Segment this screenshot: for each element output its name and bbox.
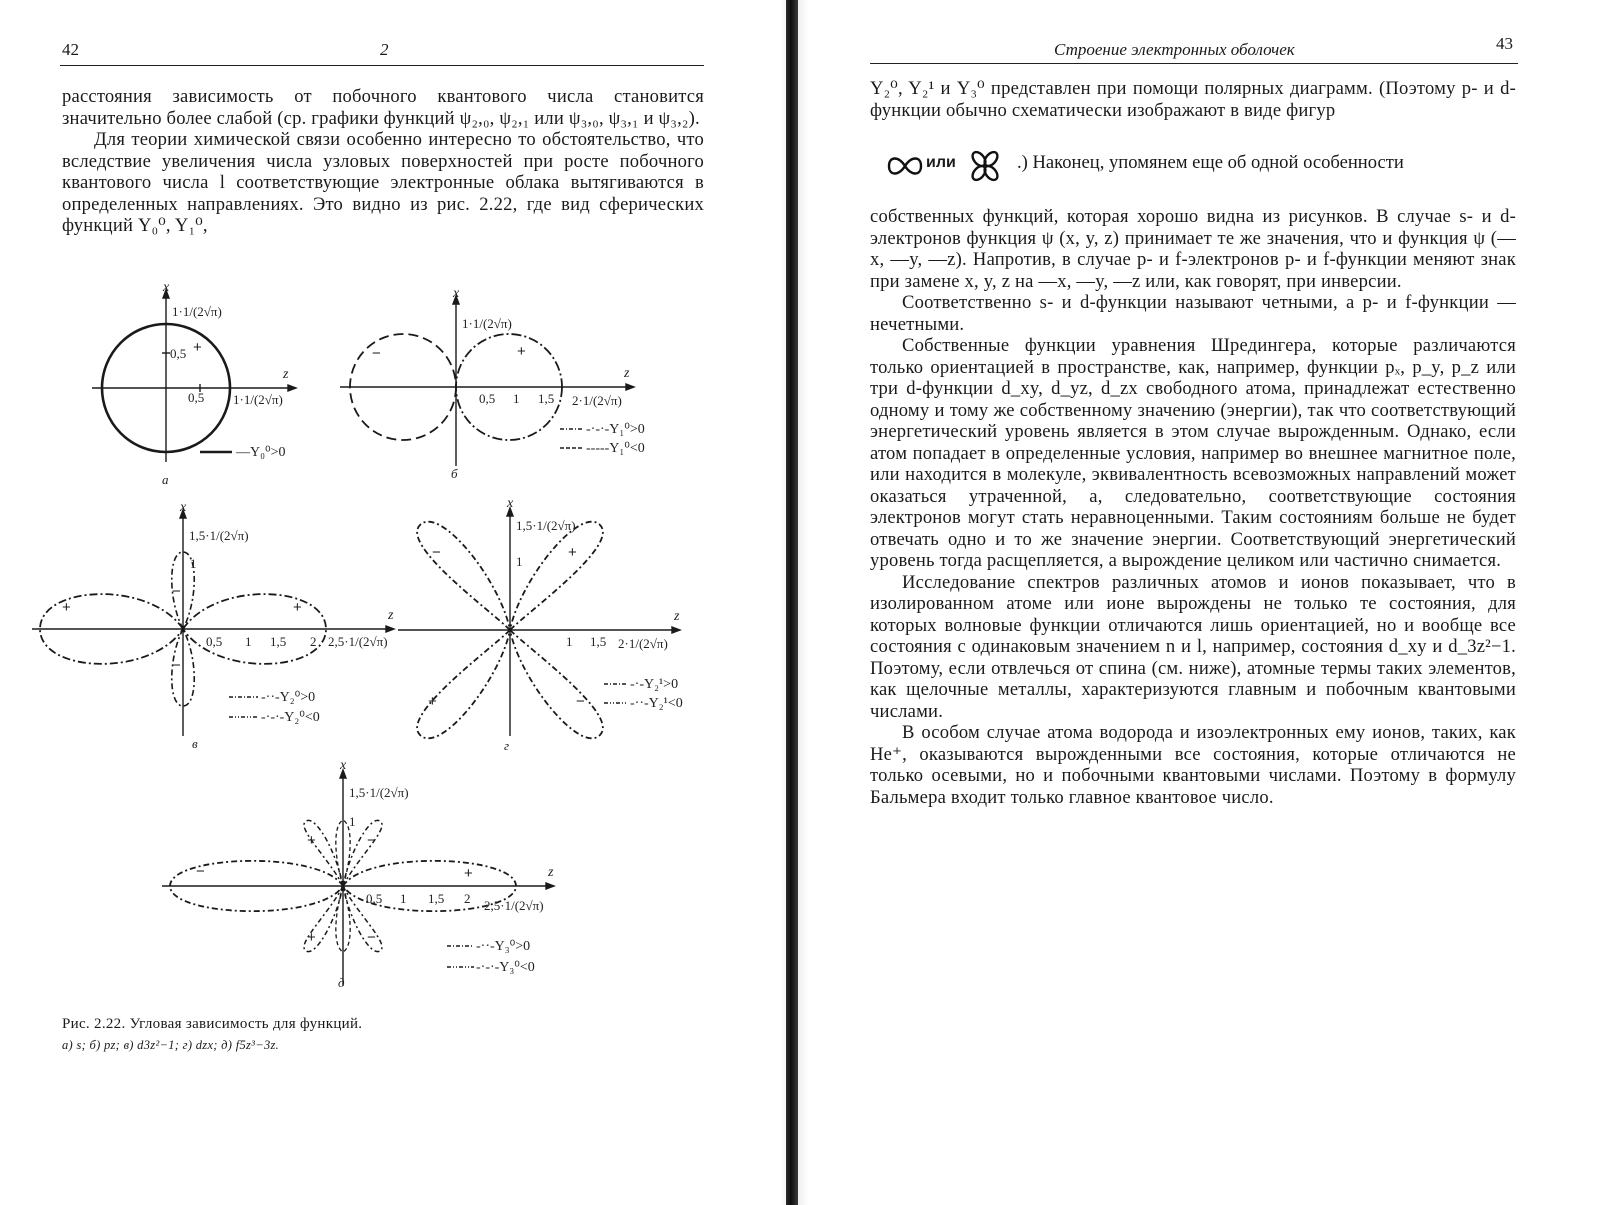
panel-v-minus-top: − bbox=[172, 583, 181, 600]
panel-a-z-label: z bbox=[283, 367, 289, 382]
book-gutter bbox=[786, 0, 798, 1205]
panel-d-z-tick-3: 1,5 bbox=[428, 891, 445, 906]
panel-v-legend-positive: -··-Y₂⁰>0 bbox=[261, 690, 316, 705]
panel-g-z-tick-1: 1 bbox=[566, 634, 573, 649]
left-paragraph-1: расстояния зависимость от побочного квантового числа становится значительно более слабой (ср. графики функций ψ₂,₀, ψ₂,₁ или ψ₃,₀, ψ₃,₁ и ψ₃,₂). bbox=[62, 86, 704, 129]
panel-b-legend-negative: -----Y₁⁰<0 bbox=[586, 441, 645, 456]
panel-d-legend-positive: -··-Y₃⁰>0 bbox=[476, 939, 531, 954]
figure-caption: Рис. 2.22. Угловая зависимость для функций. bbox=[62, 1016, 363, 1032]
panel-v-legend-negative: -·-·-Y₂⁰<0 bbox=[261, 710, 320, 725]
panel-b-z-tick-3: 1,5 bbox=[538, 391, 555, 406]
panel-v-x-label: x bbox=[180, 500, 187, 515]
panel-b-top-tick: 1·1/(2√π) bbox=[462, 316, 512, 331]
panel-g-z-tick-3: 2·1/(2√π) bbox=[618, 636, 668, 651]
panel-v-plus-left: + bbox=[62, 599, 71, 616]
panel-v-diagram bbox=[32, 510, 394, 736]
panel-g-plus-lower-left: + bbox=[428, 693, 437, 710]
panel-g-x-label: x bbox=[507, 496, 514, 511]
right-opening-text bbox=[870, 78, 1516, 121]
panel-a-z-half-tick: 0,5 bbox=[188, 390, 205, 405]
panel-g-lower-left-lobe bbox=[417, 630, 510, 738]
panel-g-minus-lower-right: − bbox=[576, 693, 585, 710]
panel-v-x-tick: 1 bbox=[190, 556, 197, 571]
left-page-number: 42 bbox=[62, 40, 79, 59]
panel-a-half-tick: 0,5 bbox=[170, 346, 187, 361]
panel-a-z-arrow bbox=[288, 385, 296, 391]
panel-v-plus-right: + bbox=[293, 599, 302, 616]
right-main-text bbox=[870, 206, 1516, 808]
panel-d-z-tick-5: 2,5·1/(2√π) bbox=[484, 898, 544, 913]
panel-v-z-tick-3: 1,5 bbox=[270, 634, 287, 649]
panel-g-label: г bbox=[504, 738, 510, 753]
right-header-rule bbox=[870, 63, 1518, 64]
panel-d-minus-upper-right: − bbox=[367, 832, 376, 849]
panel-v-minus-bottom: − bbox=[172, 657, 181, 674]
panel-d-x-label: x bbox=[340, 758, 347, 773]
panel-a-z-end-tick: 1·1/(2√π) bbox=[233, 392, 283, 407]
symbol-line-text: .) Наконец, упомянем еще об одной особенности bbox=[1017, 152, 1404, 173]
orbital-shapes-line bbox=[887, 148, 1517, 188]
panel-b-label: б bbox=[451, 466, 458, 481]
p-orbital-icon bbox=[889, 159, 921, 174]
panel-d-z-tick-2: 1 bbox=[400, 891, 407, 906]
panel-d-z-label: z bbox=[548, 865, 554, 880]
panel-d-minus-lower-right: − bbox=[367, 929, 376, 946]
panel-d-x-tick: 1 bbox=[349, 814, 356, 829]
panel-a-plus-sign: + bbox=[193, 339, 202, 356]
right-header-title: Строение электронных оболочек bbox=[1054, 40, 1295, 59]
right-opening-paragraph: Y₂⁰, Y₂¹ и Y₃⁰ представлен при помощи полярных диаграмм. (Поэтому p- и d-функции обычно схематически изображают в виде фигур bbox=[870, 78, 1516, 121]
panel-v-z-tick-4: 2 bbox=[310, 634, 317, 649]
panel-d-plus-right: + bbox=[464, 865, 473, 882]
panel-b-plus-sign: + bbox=[517, 343, 526, 360]
right-page-number: 43 bbox=[1496, 34, 1513, 53]
right-paragraph-1: собственных функций, которая хорошо видна из рисунков. В случае s- и d-электронов функция ψ (x, y, z) принимает те же значения, что и функция ψ (—x, —y, —z). Напротив, в случае p- и f-электронов p- и f-функции меняют знак при замене x, y, z на —x, —y, —z или, как говорят, при инверсии. bbox=[870, 206, 1516, 292]
panel-g-top-tick: 1,5·1/(2√π) bbox=[516, 518, 576, 533]
panel-v-z-label: z bbox=[388, 608, 394, 623]
panel-g-z-label: z bbox=[674, 609, 680, 624]
panel-b-z-tick-1: 0,5 bbox=[479, 391, 496, 406]
panel-d-minus-left: − bbox=[196, 863, 205, 880]
panel-g-upper-right-lobe bbox=[510, 522, 603, 630]
figure-caption-sub: а) s; б) pz; в) d3z²−1; г) dzx; д) f5z³−3z. bbox=[62, 1038, 280, 1052]
left-header-center: 2 bbox=[380, 40, 389, 59]
panel-b-z-tick-2: 1 bbox=[513, 391, 520, 406]
panel-g-minus-upper-left: − bbox=[432, 544, 441, 561]
panel-g-legend-negative: -··-Y₂¹<0 bbox=[630, 696, 683, 711]
panel-d-top-tick: 1,5·1/(2√π) bbox=[349, 785, 409, 800]
panel-g-plus-upper-right: + bbox=[568, 544, 577, 561]
panel-a-x-label: x bbox=[163, 280, 170, 295]
d-orbital-icon bbox=[970, 150, 1000, 183]
panel-a-top-tick: 1·1/(2√π) bbox=[172, 304, 222, 319]
panel-g-legend-positive: -·-Y₂¹>0 bbox=[630, 677, 679, 692]
left-paragraph-2: Для теории химической связи особенно интересно то обстоятельство, что вследствие увеличения числа узловых поверхностей при росте побочного квантового числа l соответствующие электронные облака вытягиваются в определенных направлениях. Это видно из рис. 2.22, где вид сферических функций Y₀⁰, Y₁⁰, bbox=[62, 129, 704, 236]
panel-v-top-tick: 1,5·1/(2√π) bbox=[189, 528, 249, 543]
right-paragraph-5: В особом случае атома водорода и изоэлектронных ему ионов, таких, как He⁺, оказываются вырожденными все состояния, которые отличаются не только осевыми, но и побочными квантовыми числами. Поэтому в формулу Бальмера входит только главное квантовое число. bbox=[870, 722, 1516, 808]
panel-g-z-tick-2: 1,5 bbox=[590, 634, 607, 649]
right-paragraph-4: Исследование спектров различных атомов и ионов показывает, что в изолированном атоме или ионе вырождены не только те состояния, для которых волновые функции отличаются лишь ориентацией, но и вообще все состояния с одинаковым значением n и l, например, состояния d_xy и d_3z²−1. Поэтому, если отвлечься от спина (см. ниже), атомные термы таких элементов, как щелочные металлы, характеризуются главным и побочным квантовыми числами. bbox=[870, 571, 1516, 722]
panel-d-legend-negative: -·-·-Y₃⁰<0 bbox=[476, 960, 535, 975]
right-paragraph-2: Соответственно s- и d-функции называют четными, а p- и f-функции — нечетными. bbox=[870, 292, 1516, 335]
panel-a-legend: —Y₀⁰>0 bbox=[236, 445, 286, 460]
panel-g-x-tick: 1 bbox=[516, 554, 523, 569]
panel-v-z-tick-5: 2,5·1/(2√π) bbox=[328, 634, 388, 649]
left-page bbox=[0, 0, 790, 1205]
panel-a-label: а bbox=[162, 472, 169, 487]
panel-d-plus-upper-left: + bbox=[307, 832, 316, 849]
panel-d-z-tick-4: 2 bbox=[464, 891, 471, 906]
panel-b-z-label: z bbox=[624, 366, 630, 381]
panel-g-upper-left-lobe bbox=[417, 522, 510, 630]
panel-b-z-tick-4: 2·1/(2√π) bbox=[572, 393, 622, 408]
panel-b-x-label: x bbox=[453, 286, 460, 301]
panel-v-label: в bbox=[192, 736, 198, 751]
panel-g-lower-right-lobe bbox=[510, 630, 603, 738]
panel-v-z-tick-2: 1 bbox=[245, 634, 252, 649]
panel-b-minus-sign: − bbox=[372, 345, 381, 362]
panel-v-z-tick-1: 0,5 bbox=[206, 634, 223, 649]
right-paragraph-3: Собственные функции уравнения Шредингера, которые различаются только ориентацией в пространстве, как, например, функции pₓ, p_y, p_z или три d-функции d_xy, d_yz, d_zx свободного атома, принадлежат естественно одному и тому же собственному значению (энергии), так что соответствующий энергетический уровень является в этом случае вырожденным. Однако, если атом попадает в определенные условия, например во внешнее магнитное поле, или находится в молекуле, эквивалентность всевозможных направлений может оказаться утраченной, а, следовательно, соответствующие состояния электронов могут стать неравноценными. Таким состояниям больше не будет отвечать одно и то же значение энергии. Соответствующий энергетический уровень тогда расщепляется, а вырождение целиком или частично снимается. bbox=[870, 335, 1516, 571]
panel-d-label: д bbox=[338, 975, 345, 990]
panel-b-legend-positive: -·-·-Y₁⁰>0 bbox=[586, 422, 645, 437]
panel-d-plus-lower-left: + bbox=[307, 929, 316, 946]
panel-d-z-tick-1: 0,5 bbox=[366, 891, 383, 906]
ili-word: или bbox=[926, 154, 956, 171]
